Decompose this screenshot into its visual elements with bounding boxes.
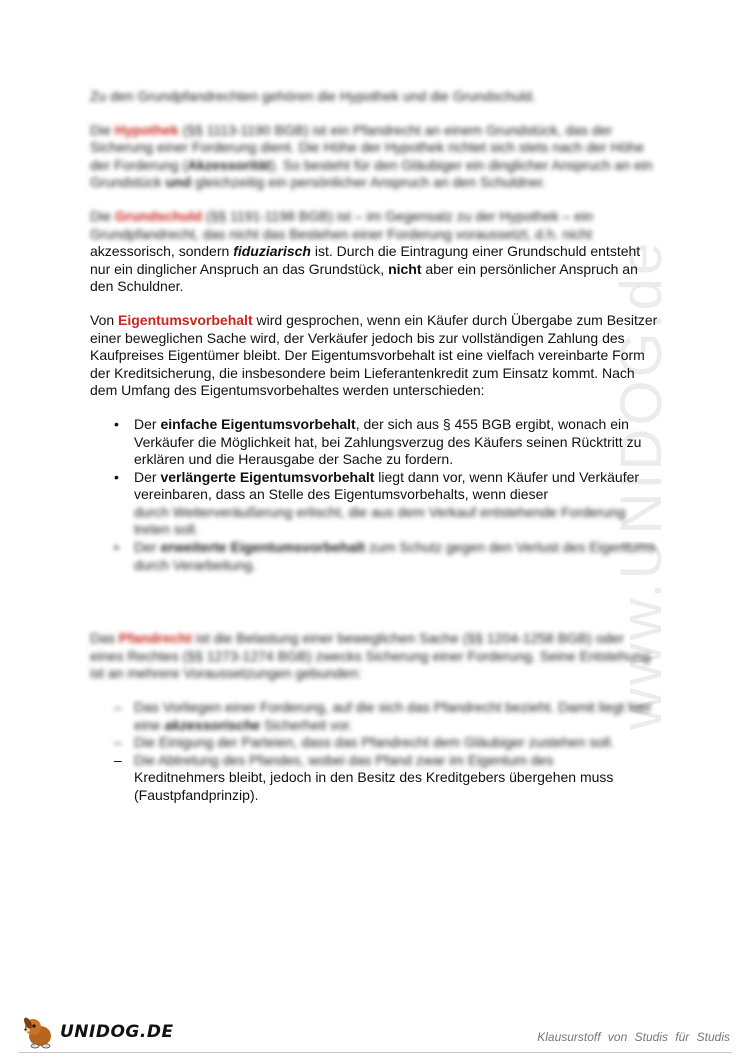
footer-tagline: Klausurstoff von Studis für Studis — [537, 1030, 730, 1044]
dog-icon — [18, 1012, 58, 1052]
unidog-logo[interactable] — [18, 1010, 178, 1054]
eigentum-paragraph: Von Eigentumsvorbehalt wird gesprochen, wenn ein Käufer durch Übergabe zum Besitzer einer beweglichen Sache wird, der Verkäufer jedoch bis zur vollständigen Zahlung des Kaufpreises Eigentümer bleibt. Der Eigentumsvorbehalt ist eine vielfach vereinbarte Form der Kreditsicherung, die insbesondere beim Lieferantenkredit zum Einsatz kommt. Nach dem Umfang des Eigentumsvorbehaltes werden unterschieden: — [90, 311, 658, 399]
hypothek-term: Hypothek — [114, 121, 179, 138]
pfand-paragraph: Das Pfandrecht ist die Belastung einer beweglichen Sache (§§ 1204-1258 BGB) oder eines Rechtes (§§ 1273-1274 BGB) zwecks Sicherung einer Forderung. Seine Entstehung ist an mehrere Voraussetzungen gebunden: — [90, 630, 651, 682]
eigentum-list — [90, 416, 660, 574]
footer-divider — [18, 1052, 732, 1053]
list-item: • Der erweiterte Eigentumsvorbehalt zum Schutz gegen den Verlust des Eigentums durch Verarbeitung. — [134, 539, 660, 574]
document-body — [90, 88, 660, 821]
grundschuld-term: Grundschuld — [114, 207, 203, 224]
pfand-list — [90, 699, 660, 805]
pfand-term: Pfandrecht — [118, 630, 192, 647]
hypothek-paragraph: Die Hypothek (§§ 1113-1190 BGB) ist ein Pfandrecht an einem Grundstück, das der Sicherung einer Forderung dient. Die Höhe der Hypothek richtet sich stets nach der Höhe der Forderung (Akzessorität). So besteht für den Gläubiger ein dinglicher Anspruch an ein Grundstück und gleichzeitig ein persönlicher Anspruch an den Schuldner. — [90, 121, 653, 191]
list-item: • Der verlängerte Eigentumsvorbehalt liegt dann vor, wenn Käufer und Verkäufer vereinbaren, dass an Stelle des Eigentumsvorbehalts, wenn dieser durch Weiterveräußerung erlischt, die aus dem Verkauf entstehende Forderung treten soll. — [134, 469, 660, 539]
list-item: – Die Abtretung des Pfandes, wobei das Pfand zwar im Eigentum des Kreditnehmers bleibt, jedoch in den Besitz des Kreditgebers übergehen muss (Faustpfandprinzip). — [134, 752, 660, 805]
intro-paragraph: Zu den Grundpfandrechten gehören die Hypothek und die Grundschuld. — [90, 88, 536, 104]
eigentum-term: Eigentumsvorbehalt — [118, 311, 253, 328]
watermark-text: www.UNIDOG.de — [609, 239, 674, 730]
list-item: – Das Vorliegen einer Forderung, auf die sich das Pfandrecht bezieht. Damit liegt hier eine akzessorische Sicherheit vor. — [134, 699, 660, 734]
logo-text: UNIDOG.DE — [60, 1022, 174, 1042]
grundschuld-paragraph: Die Grundschuld (§§ 1191-1198 BGB) ist – im Gegensatz zu der Hypothek – ein Grundpfandrecht, das nicht das Bestehen einer Forderung voraussetzt, d.h. nicht akzessorisch, sondern fiduziarisch ist. Durch die Eintragung einer Grundschuld entsteht nur ein dinglicher Anspruch an das Grundstück, nicht aber ein persönlicher Anspruch an den Schuldner. — [90, 207, 641, 295]
list-item: – Die Einigung der Parteien, dass das Pfandrecht dem Gläubiger zustehen soll. — [134, 734, 660, 752]
list-item: • Der einfache Eigentumsvorbehalt, der sich aus § 455 BGB ergibt, wonach ein Verkäufer die Möglichkeit hat, bei Zahlungsverzug des Käufers seinen Rücktritt zu erklären und die Herausgabe der Sache zu fordern. — [134, 416, 660, 469]
